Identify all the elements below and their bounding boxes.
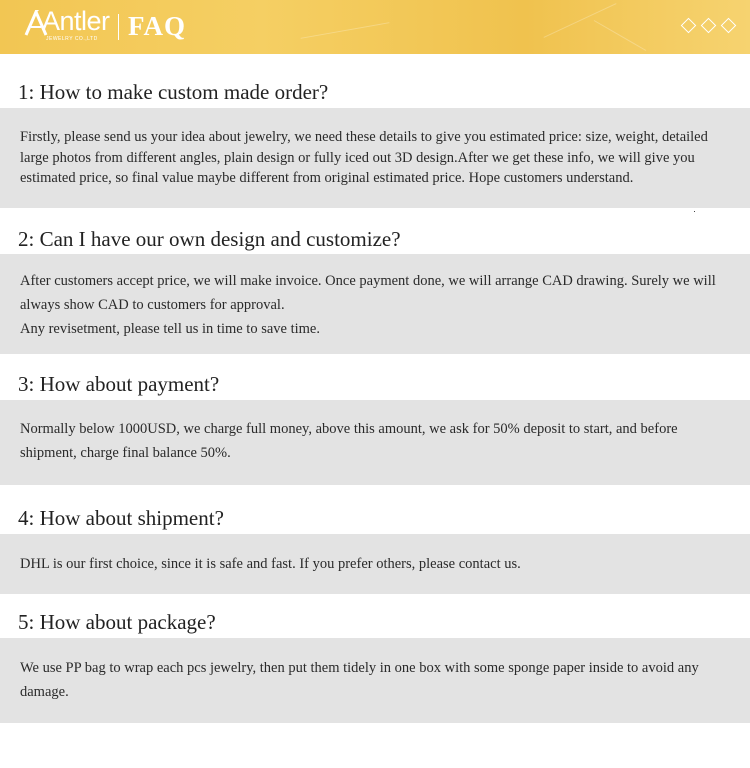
faq-answer-4 — [0, 534, 750, 594]
answer-text: Firstly, please send us your idea about jewelry, we need these details to give you estimated price: size, weight, detailed large photos from different angles, plain design or fully iced out 3D design.After we get these info, we will give you estimated price, so final value maybe different from original estimated price. Hope customers understand. — [20, 129, 708, 186]
answer-text: DHL is our first choice, since it is safe and fast. If you prefer others, please contact us. — [20, 556, 521, 572]
diamond-ornament — [681, 18, 736, 33]
answer-text: Any revisetment, please tell us in time to save time. — [20, 321, 320, 337]
diamond-icon — [681, 18, 697, 34]
faq-answer-5 — [0, 638, 750, 723]
answer-text: After customers accept price, we will make invoice. Once payment done, we will arrange CAD drawing. Surely we will always show CAD to customers for approval. — [20, 273, 716, 313]
faq-question-5: 5: How about package? — [18, 610, 216, 634]
faq-question-1: 1: How to make custom made order? — [18, 80, 329, 104]
faq-answer-2 — [0, 254, 750, 354]
diamond-icon — [721, 18, 737, 34]
diamond-icon — [701, 18, 717, 34]
faq-question-2: 2: Can I have our own design and customize? — [18, 227, 401, 251]
faq-answer-3 — [0, 400, 750, 485]
faq-question-3: 3: How about payment? — [18, 372, 220, 396]
brand-name: Antler — [42, 6, 110, 36]
faq-answer-1 — [0, 108, 750, 208]
answer-text: Normally below 1000USD, we charge full money, above this amount, we ask for 50% deposit to start, and before shipment, charge final balance 50%. — [20, 421, 678, 461]
stray-dot — [694, 211, 695, 212]
brand-logo[interactable] — [24, 6, 114, 45]
texture-line — [544, 3, 617, 38]
page-title: FAQ — [128, 11, 186, 41]
faq-question-4: 4: How about shipment? — [18, 506, 224, 530]
answer-text: We use PP bag to wrap each pcs jewelry, then put them tidely in one box with some sponge paper inside to avoid any damage. — [20, 660, 699, 700]
texture-line — [594, 20, 646, 51]
page-header — [0, 0, 750, 54]
header-divider — [118, 14, 119, 40]
brand-subtitle: JEWELRY CO.,LTD — [46, 36, 98, 42]
texture-line — [301, 22, 390, 39]
